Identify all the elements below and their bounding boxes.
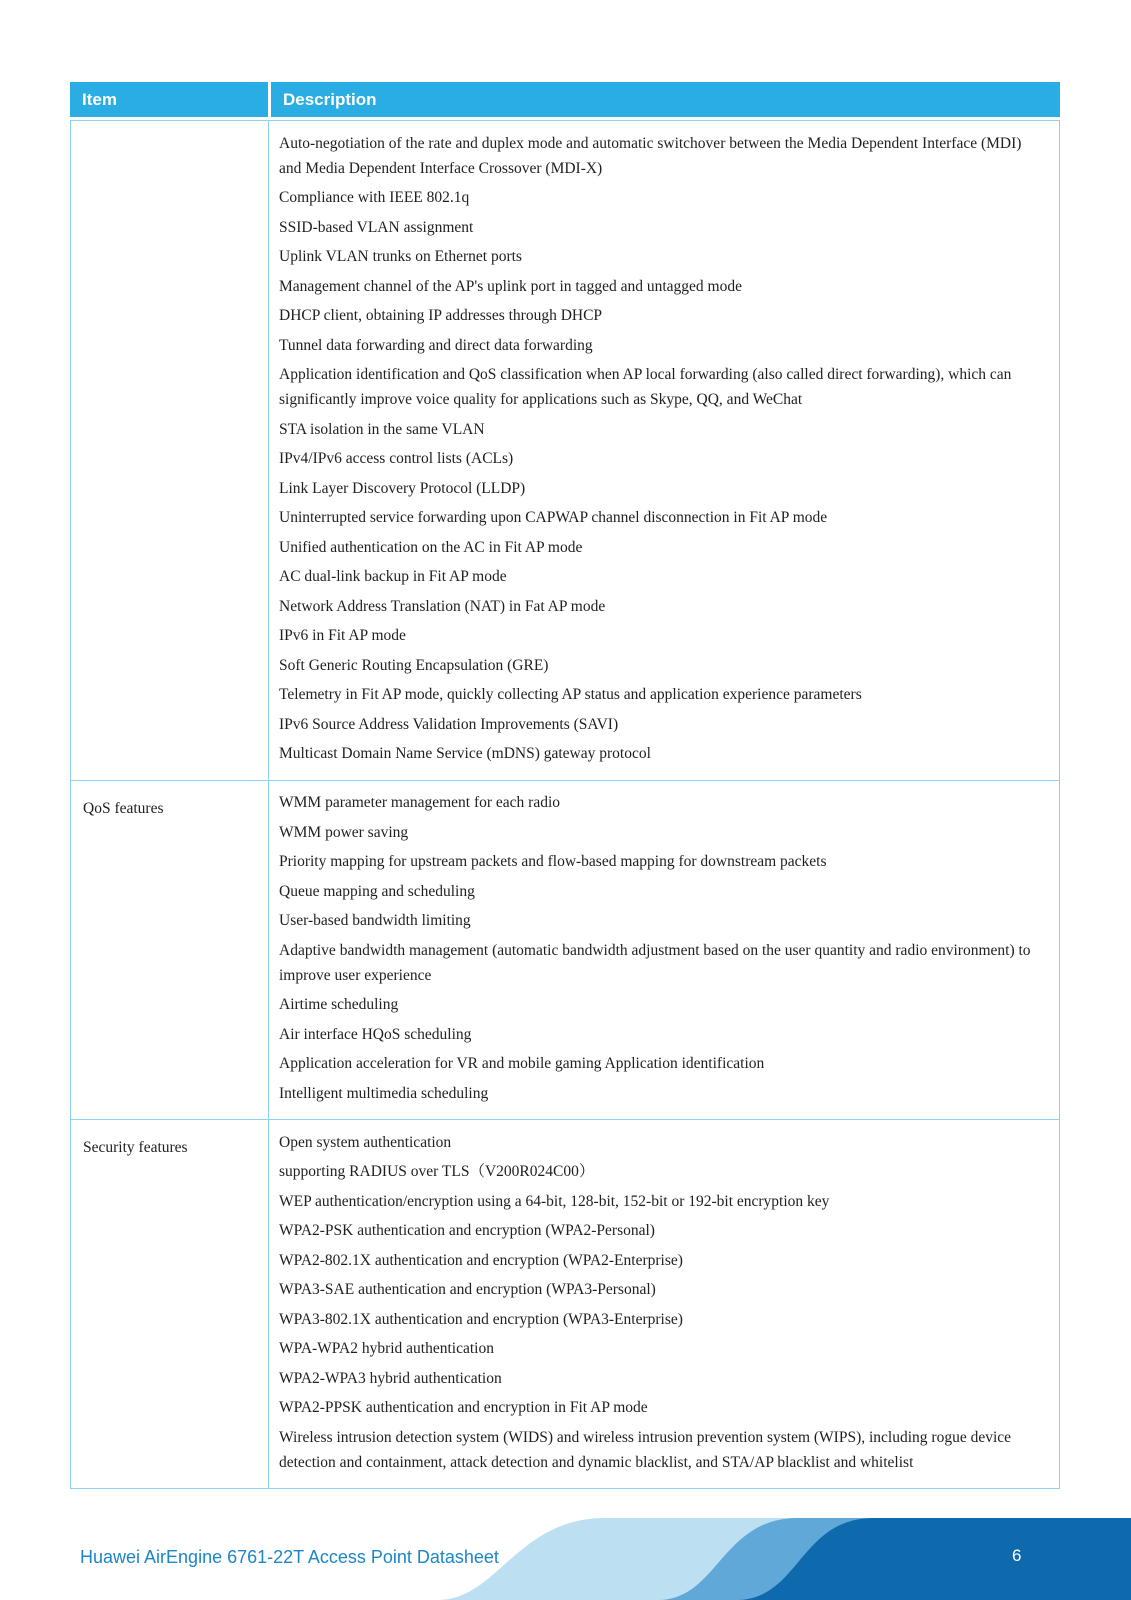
description-item: Auto-negotiation of the rate and duplex mode and automatic switchover between the Media Dependent Interface (MDI) and Media Dependent Interface Crossover (MDI-X) xyxy=(279,134,1022,177)
description-item: IPv6 in Fit AP mode xyxy=(279,627,406,644)
description-item: IPv6 Source Address Validation Improvements (SAVI) xyxy=(279,715,619,733)
column-header-description: Description xyxy=(271,82,1060,117)
description-item: Queue mapping and scheduling xyxy=(279,882,475,900)
description-item: Adaptive bandwidth management (automatic bandwidth adjustment based on the user quantity and radio environment) to improve user experience xyxy=(279,941,1031,984)
description-item: supporting RADIUS over TLS（V200R024C00） xyxy=(279,1163,595,1180)
table-row xyxy=(71,1119,1059,1488)
page-number: 6 xyxy=(1012,1546,1022,1565)
description-item: AC dual-link backup in Fit AP mode xyxy=(279,568,507,585)
description-item: Airtime scheduling xyxy=(279,996,399,1013)
description-item: Multicast Domain Name Service (mDNS) gateway protocol xyxy=(279,745,651,762)
description-item: STA isolation in the same VLAN xyxy=(279,420,485,438)
item-cell xyxy=(71,121,269,780)
description-cell xyxy=(269,781,1059,1120)
description-item: WMM power saving xyxy=(279,823,409,841)
description-item: IPv4/IPv6 access control lists (ACLs) xyxy=(279,450,514,467)
description-item: WEP authentication/encryption using a 64-bit, 128-bit, 152-bit or 192-bit encryption key xyxy=(279,1192,830,1210)
description-item: Tunnel data forwarding and direct data forwarding xyxy=(279,336,593,354)
description-item: Management channel of the AP's uplink port in tagged and untagged mode xyxy=(279,277,742,295)
description-cell xyxy=(269,1120,1059,1488)
description-item: Wireless intrusion detection system (WIDS) and wireless intrusion prevention system (WIPS), including rogue device detection and containment, attack detection and dynamic blacklist, and STA/AP blacklist and whitelist xyxy=(279,1428,1012,1471)
description-item: SSID-based VLAN assignment xyxy=(279,218,474,236)
description-cell xyxy=(269,121,1059,780)
description-item: Air interface HQoS scheduling xyxy=(279,1025,472,1043)
description-item: WPA3-SAE authentication and encryption (WPA3-Personal) xyxy=(279,1281,656,1298)
description-item: Intelligent multimedia scheduling xyxy=(279,1084,489,1102)
description-item: WPA2-WPA3 hybrid authentication xyxy=(279,1369,502,1387)
description-item: Telemetry in Fit AP mode, quickly collecting AP status and application experience parameters xyxy=(279,686,862,703)
description-item: WPA3-802.1X authentication and encryption (WPA3-Enterprise) xyxy=(279,1310,683,1328)
table-row xyxy=(71,121,1059,780)
description-item: Application acceleration for VR and mobile gaming Application identification xyxy=(279,1055,765,1072)
column-header-item: Item xyxy=(70,82,268,117)
description-item: Network Address Translation (NAT) in Fat AP mode xyxy=(279,597,606,615)
description-item: WMM parameter management for each radio xyxy=(279,794,561,811)
footer-wave-graphic xyxy=(0,1480,1131,1600)
description-item: Application identification and QoS classification when AP local forwarding (also called direct forwarding), which can significantly improve voice quality for applications such as Skype, QQ, and WeChat xyxy=(279,366,1012,408)
description-item: User-based bandwidth limiting xyxy=(279,912,471,929)
description-item: Open system authentication xyxy=(279,1133,452,1151)
item-cell: QoS features xyxy=(71,781,269,1120)
description-item: WPA2-802.1X authentication and encryption (WPA2-Enterprise) xyxy=(279,1251,683,1269)
table-header-row xyxy=(70,82,1060,117)
features-table xyxy=(70,82,1060,1489)
item-cell: Security features xyxy=(71,1120,269,1488)
table-row xyxy=(71,780,1059,1120)
description-item: Soft Generic Routing Encapsulation (GRE) xyxy=(279,656,549,674)
description-item: Uninterrupted service forwarding upon CAPWAP channel disconnection in Fit AP mode xyxy=(279,509,828,526)
description-item: Priority mapping for upstream packets and flow-based mapping for downstream packets xyxy=(279,853,827,870)
description-item: WPA2-PSK authentication and encryption (WPA2-Personal) xyxy=(279,1222,655,1239)
description-item: Link Layer Discovery Protocol (LLDP) xyxy=(279,479,526,497)
description-item: Compliance with IEEE 802.1q xyxy=(279,189,470,206)
description-item: DHCP client, obtaining IP addresses through DHCP xyxy=(279,307,603,324)
footer-doc-title: Huawei AirEngine 6761-22T Access Point Datasheet xyxy=(80,1547,499,1567)
description-item: WPA-WPA2 hybrid authentication xyxy=(279,1340,494,1357)
description-item: Unified authentication on the AC in Fit AP mode xyxy=(279,538,583,556)
description-item: Uplink VLAN trunks on Ethernet ports xyxy=(279,248,522,265)
table-body xyxy=(70,120,1060,1489)
description-item: WPA2-PPSK authentication and encryption in Fit AP mode xyxy=(279,1399,648,1416)
